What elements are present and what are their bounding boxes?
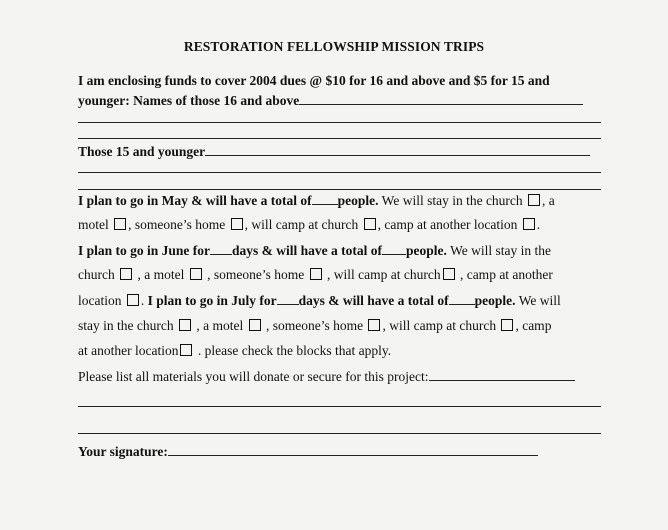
may-motel-checkbox[interactable] [114,218,126,230]
june-camp-church-label: , will camp at church [326,267,441,282]
june-plan-text: I plan to go in June for [78,243,211,258]
signature-label: Your signature: [78,444,168,459]
july-camp-label: , camp [515,318,552,333]
june-motel-label: , a motel [137,267,185,282]
materials-line [78,368,575,385]
may-a-text: , a [542,193,555,208]
june-camp-other-label: , camp at another [459,267,553,282]
june-days-blank[interactable] [210,242,232,255]
july-camp-other-checkbox[interactable] [180,344,192,356]
may-end-text: . [536,217,541,232]
may-line-1 [78,192,555,209]
june-someone-label: , someone’s home [207,267,305,282]
july-line-2 [78,318,551,334]
may-people-label: people. [337,193,379,208]
july-camp-church-checkbox[interactable] [501,319,513,331]
signature-blank[interactable] [168,443,538,456]
june-camp-church-checkbox[interactable] [443,268,455,280]
dues-line-2 [78,92,583,109]
july-stay-text: We will [518,293,561,308]
may-camp-church-label: , will camp at church [244,217,359,232]
june-church-label: church [78,267,115,282]
july-motel-checkbox[interactable] [249,319,261,331]
signature-line [78,443,538,460]
may-line-2 [78,217,540,233]
names-15-younger-blank[interactable] [205,143,590,156]
june-motel-checkbox[interactable] [190,268,202,280]
names-16-above-blank[interactable] [299,92,583,105]
may-camp-church-checkbox[interactable] [364,218,376,230]
july-line-3 [78,343,391,359]
june-church-checkbox[interactable] [120,268,132,280]
may-plan-text: I plan to go in May & will have a total of [78,193,312,208]
form-title: RESTORATION FELLOWSHIP MISSION TRIPS [183,39,485,54]
may-stay-text: We will stay in the church [381,193,523,208]
may-camp-other-checkbox[interactable] [523,218,535,230]
june-people-blank[interactable] [382,242,406,255]
july-home-checkbox[interactable] [368,319,380,331]
younger-blank-line-2[interactable] [78,189,601,190]
check-instruction: . please check the blocks that apply. [197,343,392,358]
june-line-1 [78,242,551,259]
materials-blank-line-1[interactable] [78,406,601,407]
july-plan-text: I plan to go in July for [147,293,277,308]
may-people-blank[interactable] [312,192,338,205]
names-blank-line-2[interactable] [78,138,601,139]
july-church-label: stay in the church [78,318,174,333]
june-end-text: . [140,293,145,308]
july-other-label: at another location [78,343,179,358]
june-home-checkbox[interactable] [310,268,322,280]
june-july-line [78,292,561,309]
younger-label: Those 15 and younger [78,144,206,159]
materials-label: Please list all materials you will donate or secure for this project: [78,369,429,384]
may-motel-label: motel [78,217,109,232]
july-people-blank[interactable] [449,292,475,305]
july-motel-label: , a motel [196,318,244,333]
june-camp-other-checkbox[interactable] [127,294,139,306]
may-church-checkbox[interactable] [528,194,540,206]
july-camp-church-label: , will camp at church [382,318,497,333]
june-line-2 [78,267,553,283]
july-church-checkbox[interactable] [179,319,191,331]
may-home-checkbox[interactable] [231,218,243,230]
may-camp-other-label: , camp at another location [377,217,518,232]
younger-line [78,143,590,160]
july-people-label: people. [474,293,516,308]
materials-blank[interactable] [429,368,575,381]
june-location-label: location [78,293,122,308]
july-days-blank[interactable] [277,292,299,305]
younger-blank-line-1[interactable] [78,172,601,173]
names-blank-line-1[interactable] [78,122,601,123]
june-people-label: people. [406,243,447,258]
dues-line-1: I am enclosing funds to cover 2004 dues @ $10 for 16 and above and $5 for 15 and [78,73,550,88]
materials-blank-line-2[interactable] [78,433,601,434]
july-someone-label: , someone’s home [265,318,364,333]
dues-label: younger: Names of those 16 and above [78,93,300,108]
may-someone-label: , someone’s home [128,217,226,232]
july-days-text: days & will have a total of [298,293,449,308]
june-stay-text: We will stay in the [450,243,551,258]
june-days-text: days & will have a total of [232,243,383,258]
